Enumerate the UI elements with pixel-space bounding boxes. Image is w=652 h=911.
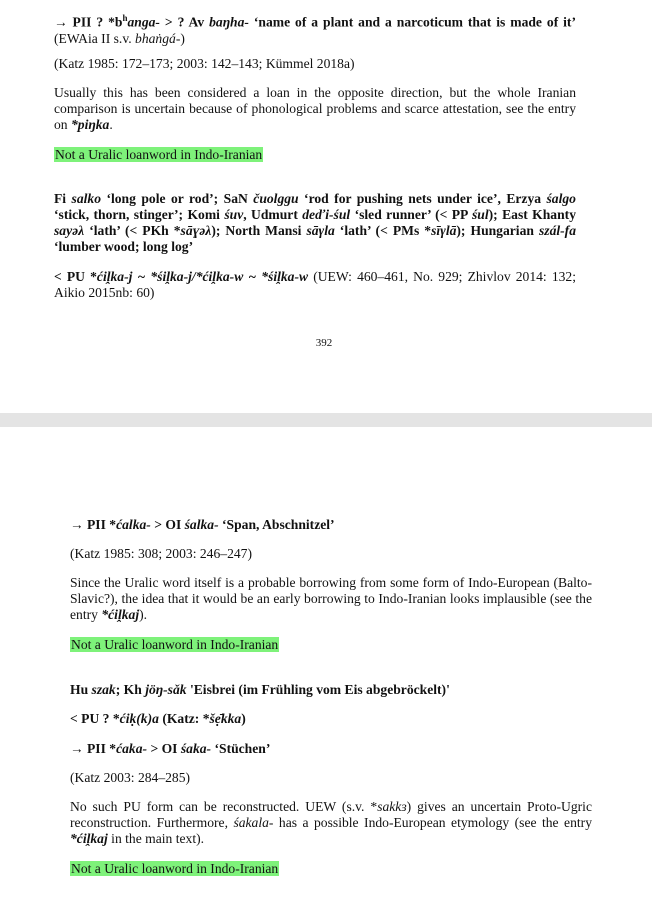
form-part: ‘lath’ (< PMs * [334,223,432,238]
paragraph-text: ). [139,607,148,622]
form-part: ‘lath’ (< PKh * [84,223,181,238]
arrow: → [70,741,87,756]
entry-heading-bhanga [54,10,576,47]
reconstruction-refs: (UEW: 460–461, No. 929; Zhivlov 2014: 132; Aikio 2015nb: 60) [54,269,576,300]
verdict-highlight: Not a Uralic loanword in Indo-Iranian [71,637,279,652]
page-392 [0,0,652,413]
reconstruction-part: šẹ̄kka [209,711,242,726]
reconstruction-part: < PU * [54,269,97,284]
entry-crossref: *piŋka [71,117,110,132]
paragraph-text: . [109,117,113,132]
verdict-line [70,637,592,653]
form-part: ; Kh [115,682,146,697]
form-part: sāɣəλ [180,223,212,238]
reconstruction-part: ćiḳ(k)a [119,711,159,726]
form-part: ); Hungarian [456,223,539,238]
form-part: śul [472,207,489,222]
heading-part: > OI [147,741,181,756]
references: (Katz 1985: 308; 2003: 246–247) [70,546,252,561]
entry-crossref: *ćiḽkaj [70,831,108,846]
form-part: ); North Mansi [211,223,307,238]
paragraph-text: sakkɜ [377,799,407,814]
etymology-forms-szak [70,682,592,698]
verdict-highlight: Not a Uralic loanword in Indo-Iranian [71,861,279,876]
heading-part: śalka- [184,517,219,532]
heading-part: ‘Span, Abschnitzel’ [218,517,335,532]
heading-part: bhaṅgá- [135,30,181,46]
form-part: ‘lumber wood; long log’ [54,239,194,254]
form-part: śalgo [546,191,576,206]
paragraph-text: has a possible Indo-European etymology (see the entry [273,815,592,830]
form-part: ‘stick, thorn, stinger’; Komi [54,207,225,222]
page-number: 392 [315,337,333,349]
form-part: ); East Khanty [488,207,576,222]
heading-part: > OI [150,517,185,532]
heading-part: ‘Stüchen’ [211,741,271,756]
form-part: szál-fa [538,223,576,238]
form-part: śuv [224,207,244,222]
discussion-paragraph [70,575,592,623]
discussion-paragraph [70,799,592,847]
heading-part: ćalka- [116,517,151,532]
heading-sup: h [122,13,128,23]
etymology-forms-salko [54,191,576,255]
heading-part: PII ? *b [72,14,123,30]
heading-part: baŋha- [209,14,249,30]
discussion-paragraph [54,85,576,133]
heading-part: (EWAia II s.v. [54,30,136,46]
heading-part: PII * [87,517,117,532]
arrow: → [54,14,73,30]
form-part: ‘sled runner’ (< PP [350,207,473,222]
form-part: salko [71,191,101,206]
form-part: čuolggu [253,191,299,206]
page-393 [0,427,652,911]
entry-heading-calka [70,517,592,533]
heading-part: ) [180,30,185,46]
references: (Katz 2003: 284–285) [70,770,191,785]
heading-part: ćaka- [116,741,148,756]
form-part: sayəλ [54,223,85,238]
form-part: , Udmurt [243,207,303,222]
form-part: 'Eisbrei (im Frühling vom Eis abgebröckelt)' [186,682,450,697]
proto-uralic-reconstruction [70,711,592,727]
form-part: jöŋ-sǎk [145,682,187,697]
paragraph-text: Since the Uralic word itself is a probable borrowing from some form of Indo-European (Balto-Slavic?), the idea that it would be an early borrowing to Indo-Iranian looks implausible (see the entry [70,575,592,622]
paragraph-text: in the main text). [107,831,205,846]
proto-uralic-reconstruction [54,269,576,301]
references: (Katz 1985: 172–173; 2003: 142–143; Kümmel 2018a) [54,56,355,71]
verdict-highlight: Not a Uralic loanword in Indo-Iranian [55,147,263,162]
heading-part: śaka- [180,741,212,756]
form-part: Hu [70,682,92,697]
entry-crossref: *ćiḽkaj [101,607,140,622]
verdict-line [54,147,576,163]
heading-part: > ? Av [159,14,210,30]
paragraph-text: ) gives an uncertain Proto-Ugric reconstruction. Furthermore, [70,799,592,830]
paragraph-text: No such PU form can be reconstructed. UEW (s.v. * [70,799,378,814]
entry-heading-caka [70,741,592,757]
form-part: Fi [54,191,72,206]
arrow: → [70,517,87,532]
verdict-line [70,861,592,877]
form-part: szak [91,682,116,697]
page-separator [0,413,652,427]
reconstruction-part: ) [241,711,246,726]
paragraph-text: Usually this has been considered a loan in the opposite direction, but the whole Iranian comparison is uncertain because of phonological problems and scarce attestation, see the entry on [54,85,576,132]
paragraph-text: śakala- [233,815,274,830]
reconstruction-part: (Katz: * [158,711,210,726]
form-part: ‘long pole or rod’; SaN [101,191,254,206]
heading-part: anga- [127,14,160,30]
form-part: ‘rod for pushing nets under ice’, Erzya [298,191,547,206]
heading-part: PII * [87,741,117,756]
reconstruction-forms: ćiḽka-j ~ *śiḽka-j/*ćiḽka-w ~ *śiḽka-w [96,269,309,284]
form-part: dеďi-śul [302,207,351,222]
heading-part: ‘name of a plant and a narcoticum that is made of it’ [248,14,576,30]
reconstruction-part: < PU ? * [70,711,120,726]
form-part: sāγla [306,223,335,238]
form-part: sīγlā [431,223,457,238]
